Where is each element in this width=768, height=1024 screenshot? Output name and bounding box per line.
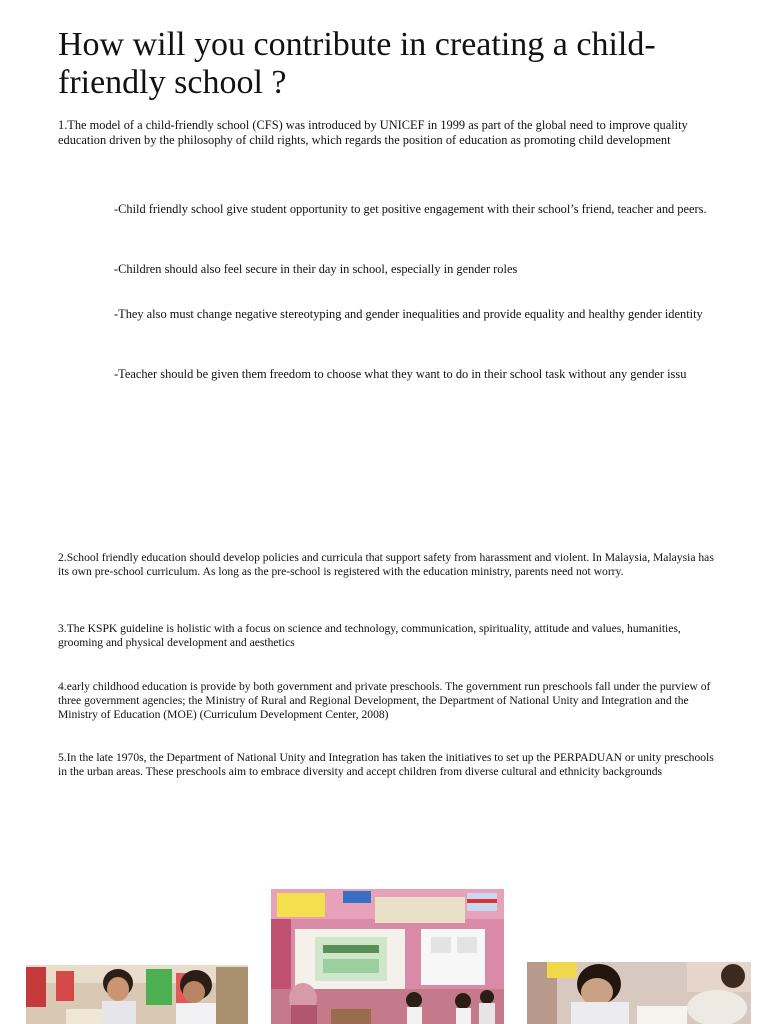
bullet-teacher-freedom: -Teacher should be given them freedom to choose what they want to do in their school task without any gender issu: [114, 367, 687, 381]
page-title: How will you contribute in creating a child-friendly school ?: [58, 26, 656, 101]
classroom-child-writing-photo: [527, 962, 751, 1024]
classroom-children-left-photo: [26, 965, 248, 1024]
classroom-presentation-photo: [271, 889, 504, 1024]
paragraph-4: 4.early childhood education is provide by both government and private preschools. The government run preschools fall under the purview of three government agencies; the Ministry of Rural and Regional Development, the Department of National Unity and Integration and the Ministry of Education (MOE) (Curriculum Development Center, 2008): [58, 680, 711, 721]
paragraph-1: 1.The model of a child-friendly school (CFS) was introduced by UNICEF in 1999 as part of the global need to improve quality education driven by the philosophy of child rights, which regards the position of education as promoting child development: [58, 118, 688, 147]
bullet-stereotyping: -They also must change negative stereotyping and gender inequalities and provide equality and healthy gender identity: [114, 307, 703, 321]
bullet-secure: -Children should also feel secure in their day in school, especially in gender roles: [114, 262, 518, 276]
paragraph-2: 2.School friendly education should develop policies and curricula that support safety from harassment and violent. In Malaysia, Malaysia has its own pre-school curriculum. As long as the pre-school is registered with the education ministry, parents need not worry.: [58, 551, 714, 578]
paragraph-5: 5.In the late 1970s, the Department of National Unity and Integration has taken the initiatives to set up the PERPADUAN or unity preschools in the urban areas. These preschools aim to embrace diversity and accept children from diverse cultural and ethnicity backgrounds: [58, 751, 714, 778]
bullet-engagement: -Child friendly school give student opportunity to get positive engagement with their school’s friend, teacher and peers.: [114, 202, 707, 216]
paragraph-3: 3.The KSPK guideline is holistic with a focus on science and technology, communication, spirituality, attitude and values, humanities, grooming and physical development and aesthetics: [58, 622, 681, 649]
